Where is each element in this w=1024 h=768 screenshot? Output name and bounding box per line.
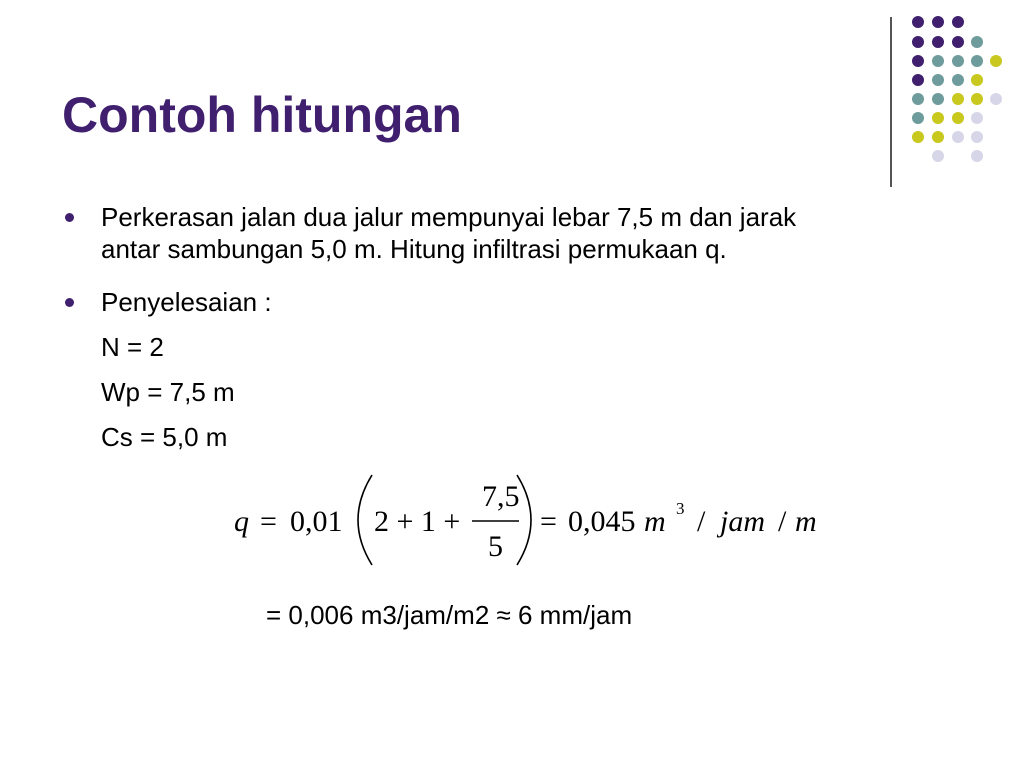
dot: [912, 55, 924, 67]
formula: [232, 470, 832, 575]
dot: [971, 112, 983, 124]
formula-slash-1: /: [697, 505, 706, 538]
formula-slash-2: /: [778, 505, 787, 538]
formula-inner: 2 + 1 +: [374, 505, 461, 538]
formula-numerator: 7,5: [482, 480, 520, 513]
formula-eq1: =: [260, 505, 277, 538]
dot: [932, 112, 944, 124]
given-cs: Cs = 5,0 m: [101, 422, 228, 452]
formula-denominator: 5: [488, 530, 503, 563]
dot: [971, 36, 983, 48]
slide-title: Contoh hitungan: [62, 87, 462, 143]
dot: [932, 74, 944, 86]
formula-coef: 0,01: [290, 505, 343, 538]
dot: [952, 112, 964, 124]
dot: [932, 150, 944, 162]
dot: [952, 55, 964, 67]
dot: [932, 16, 944, 28]
bullet-text: [101, 201, 796, 265]
dot: [912, 93, 924, 105]
dot: [990, 55, 1002, 67]
dot: [952, 131, 964, 143]
bullet-marker: [65, 298, 74, 307]
dot: [952, 16, 964, 28]
bullet-line: Penyelesaian :: [101, 287, 272, 317]
given-n: N = 2: [101, 332, 164, 362]
bullet-marker: [65, 213, 74, 222]
formula-eq2: =: [540, 505, 557, 538]
dot: [932, 131, 944, 143]
dot: [932, 36, 944, 48]
dot: [952, 74, 964, 86]
dot: [952, 36, 964, 48]
decorative-dot-grid: [0, 0, 1024, 180]
formula-result: 0,045: [568, 505, 636, 538]
result-line: = 0,006 m3/jam/m2 ≈ 6 mm/jam: [266, 600, 633, 630]
formula-q: q: [234, 505, 249, 538]
formula-unit-jam: jam: [720, 505, 765, 538]
dot: [912, 16, 924, 28]
left-paren: [358, 475, 372, 565]
dot: [952, 93, 964, 105]
dot: [971, 74, 983, 86]
dot: [912, 74, 924, 86]
dot: [971, 131, 983, 143]
dot: [971, 93, 983, 105]
bullet-line: Perkerasan jalan dua jalur mempunyai lebar 7,5 m dan jarak: [101, 202, 797, 232]
given-wp: Wp = 7,5 m: [101, 377, 235, 407]
dot: [912, 112, 924, 124]
formula-unit-m: m: [644, 505, 666, 538]
dot: [912, 36, 924, 48]
dot: [932, 55, 944, 67]
formula-unit-m-2: m: [795, 505, 817, 538]
formula-exponent: 3: [676, 499, 685, 518]
bullet-text: [101, 286, 272, 318]
dot: [990, 93, 1002, 105]
bullet-line: antar sambungan 5,0 m. Hitung infiltrasi permukaan q.: [101, 234, 727, 264]
dot: [932, 93, 944, 105]
dot: [971, 55, 983, 67]
dot: [912, 131, 924, 143]
dot: [971, 150, 983, 162]
